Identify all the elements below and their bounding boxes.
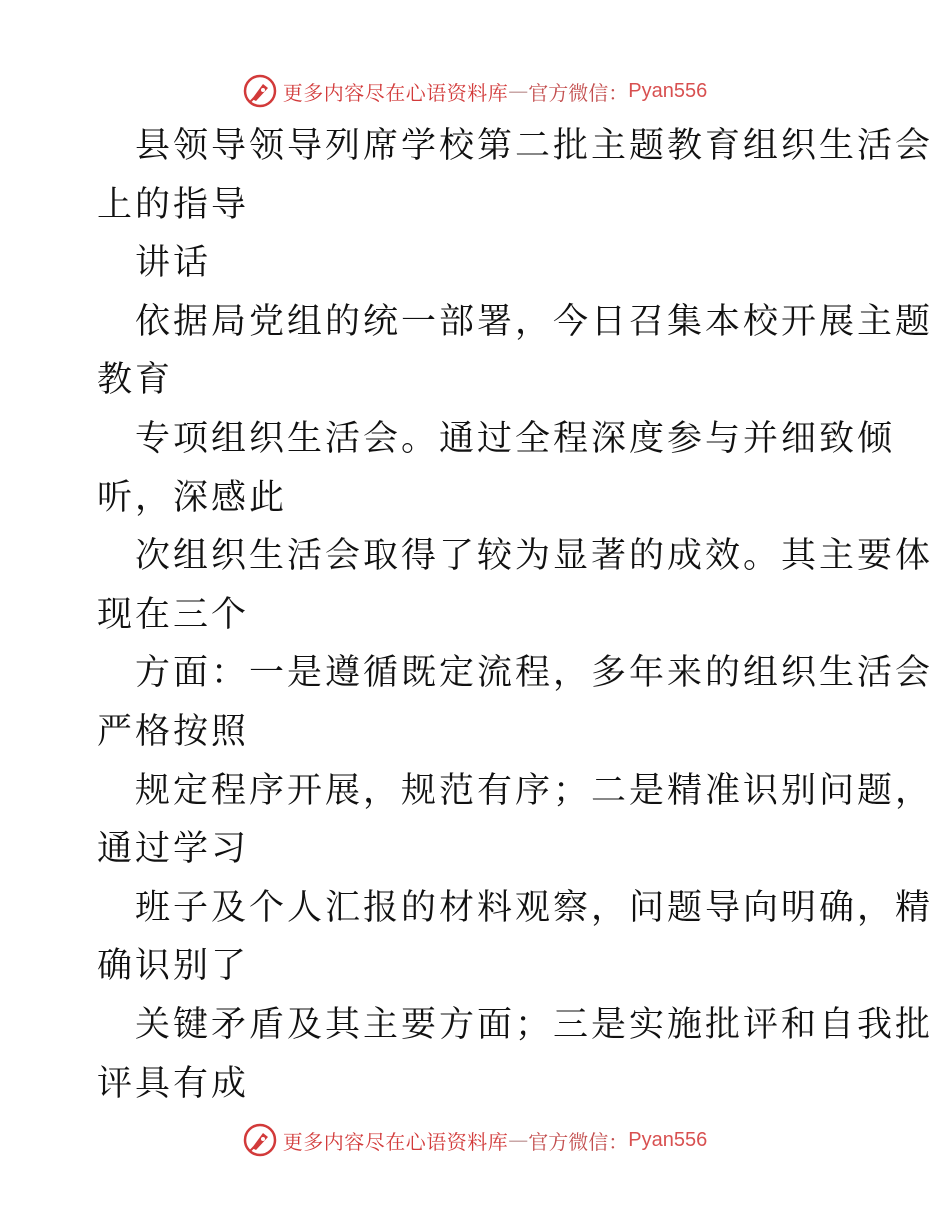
text-line: 专项组织生活会。通过全程深度参与并细致倾 xyxy=(135,418,896,459)
header-wechat-label: 官方微信： xyxy=(528,80,629,105)
text-line: 现在三个 xyxy=(97,594,250,635)
text-line: 评具有成 xyxy=(97,1063,250,1104)
header-wechat-id: Pyan556 xyxy=(628,79,708,102)
footer-banner xyxy=(0,1120,950,1160)
header-banner-text: 更多内容尽在心语资料库 xyxy=(282,80,509,105)
text-line: 关键矛盾及其主要方面；三是实施批评和自我批 xyxy=(135,1004,934,1045)
text-line: 上的指导 xyxy=(97,184,250,225)
document-body xyxy=(97,117,934,1113)
text-line: 通过学习 xyxy=(97,829,250,870)
text-line: 严格按照 xyxy=(97,711,250,752)
footer-separator: — xyxy=(508,1128,529,1152)
text-line: 讲话 xyxy=(135,243,212,284)
footer-banner-text: 更多内容尽在心语资料库 xyxy=(282,1129,509,1154)
text-line: 依据局党组的统一部署，今日召集本校开展主题 xyxy=(135,301,934,342)
footer-wechat-id: Pyan556 xyxy=(628,1128,708,1151)
text-line: 确识别了 xyxy=(97,946,250,987)
text-line: 班子及个人汇报的材料观察，问题导向明确，精 xyxy=(135,887,934,928)
footer-wechat-label: 官方微信： xyxy=(528,1129,629,1154)
header-banner xyxy=(0,71,950,111)
pen-nib-logo-icon xyxy=(243,74,277,108)
text-line: 规定程序开展，规范有序；二是精准识别问题， xyxy=(135,770,934,811)
text-line: 听，深感此 xyxy=(97,477,288,518)
text-line: 方面：一是遵循既定流程，多年来的组织生活会 xyxy=(135,653,934,694)
header-separator: — xyxy=(508,79,529,103)
text-line: 县领导领导列席学校第二批主题教育组织生活会 xyxy=(135,126,934,166)
text-line: 教育 xyxy=(97,360,174,401)
text-line: 次组织生活会取得了较为显著的成效。其主要体 xyxy=(135,536,934,577)
pen-nib-logo-icon xyxy=(243,1123,277,1157)
